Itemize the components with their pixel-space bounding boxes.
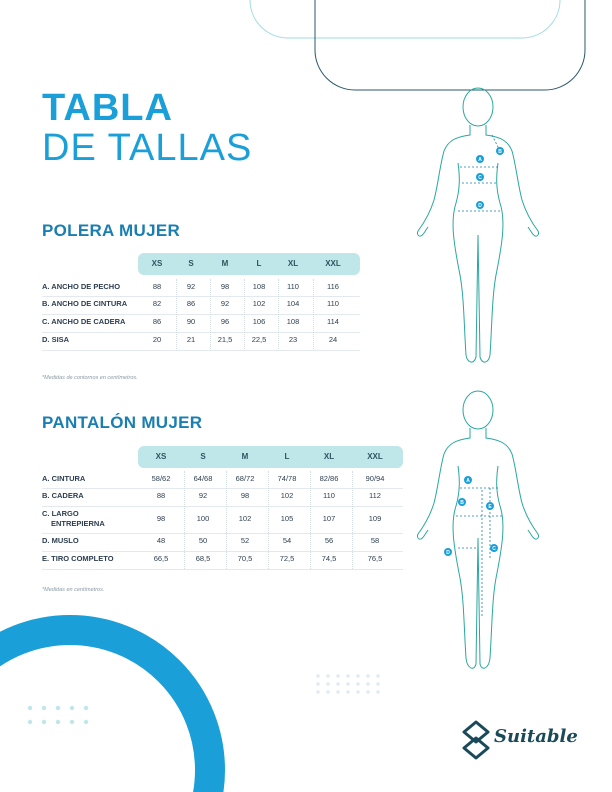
table-cell: 50 (198, 536, 208, 545)
woman-figure-polera (410, 85, 560, 375)
measure-markers (476, 147, 504, 209)
row-label: A. CINTURA (42, 474, 86, 483)
table-cell: 76,5 (367, 554, 383, 563)
table-cell: 108 (286, 317, 300, 326)
size-label: XL (287, 259, 299, 268)
column-divider (210, 279, 211, 349)
pantalon-sizes-header (138, 446, 403, 468)
table-cell: 110 (327, 299, 339, 308)
column-divider (244, 279, 245, 349)
table-row (42, 551, 403, 570)
row-label: B. ANCHO DE CINTURA (42, 299, 128, 308)
size-label: XXL (325, 259, 341, 268)
table-cell: 92 (220, 299, 230, 308)
table-cell: 108 (252, 282, 266, 291)
pantalon-section-title: PANTALÓN MUJER (42, 413, 203, 432)
table-cell: 102 (280, 491, 294, 500)
table-cell: 68/72 (235, 474, 255, 483)
table-cell: 21,5 (217, 335, 233, 344)
column-divider (176, 279, 177, 349)
row-label: C. ANCHO DE CADERA (42, 317, 126, 326)
table-cell: 82 (152, 299, 162, 308)
table-cell: 100 (196, 514, 210, 523)
table-cell: 105 (280, 514, 294, 523)
table-cell: 24 (328, 335, 338, 344)
table-cell: 116 (327, 282, 339, 291)
size-label: S (200, 452, 206, 461)
page-title-light: DE TALLAS (42, 127, 253, 169)
size-label: XS (155, 452, 167, 461)
table-cell: 74,5 (321, 554, 337, 563)
column-divider (278, 279, 279, 349)
table-cell: 48 (156, 536, 166, 545)
table-cell: 98 (240, 491, 250, 500)
table-cell: 106 (252, 317, 266, 326)
row-label: E. TIRO COMPLETO (42, 554, 114, 563)
table-cell: 82/86 (319, 474, 339, 483)
table-cell: 110 (287, 282, 299, 291)
table-cell: 112 (369, 491, 381, 500)
table-cell: 56 (324, 536, 334, 545)
table-row (42, 506, 403, 534)
table-cell: 21 (186, 335, 196, 344)
polera-sizes-header (138, 253, 360, 275)
row-label: C. LARGO (42, 509, 79, 518)
table-cell: 68,5 (195, 554, 211, 563)
table-cell: 92 (198, 491, 208, 500)
table-cell: 114 (327, 317, 339, 326)
brand-name: Suitable (494, 726, 578, 747)
table-cell: 110 (323, 491, 335, 500)
marker-b: B (498, 149, 502, 155)
row-label: D. MUSLO (42, 536, 79, 545)
size-label: XXL (367, 452, 383, 461)
table-row (42, 533, 403, 552)
marker-a: A (466, 478, 470, 484)
column-divider (184, 471, 185, 569)
pantalon-note: *Medidas en centímetros. (42, 587, 105, 593)
table-cell: 96 (220, 317, 230, 326)
table-cell: 74/78 (277, 474, 297, 483)
table-cell: 66,5 (153, 554, 169, 563)
column-divider (226, 471, 227, 569)
page-title-bold: TABLA (42, 87, 173, 129)
row-label: B. CADERA (42, 491, 84, 500)
marker-c: C (492, 546, 496, 552)
polera-note: *Medidas de contornos en centímetros. (42, 375, 138, 381)
table-cell: 64/68 (193, 474, 213, 483)
size-label: S (188, 259, 194, 268)
table-cell: 54 (282, 536, 292, 545)
table-cell: 98 (156, 514, 166, 523)
marker-a: A (478, 157, 482, 163)
table-cell: 72,5 (279, 554, 295, 563)
table-cell: 92 (186, 282, 196, 291)
table-cell: 58/62 (151, 474, 171, 483)
column-divider (313, 279, 314, 349)
table-cell: 88 (156, 491, 166, 500)
size-label: M (241, 452, 249, 461)
marker-d: D (478, 203, 482, 209)
row-label: D. SISA (42, 335, 70, 344)
column-divider (268, 471, 269, 569)
table-cell: 58 (370, 536, 380, 545)
marker-c: C (478, 175, 482, 181)
table-cell: 52 (240, 536, 250, 545)
table-cell: 90/94 (365, 474, 385, 483)
column-divider (352, 471, 353, 569)
size-label: XS (151, 259, 163, 268)
size-label: M (221, 259, 229, 268)
table-cell: 102 (252, 299, 266, 308)
polera-section-title: POLERA MUJER (42, 221, 181, 240)
table-cell: 86 (186, 299, 196, 308)
table-cell: 104 (286, 299, 300, 308)
table-cell: 88 (152, 282, 162, 291)
table-cell: 70,5 (237, 554, 253, 563)
table-cell: 22,5 (251, 335, 267, 344)
table-cell: 107 (322, 514, 336, 523)
table-cell: 86 (152, 317, 162, 326)
size-label: L (284, 452, 290, 461)
marker-d: D (446, 550, 450, 556)
table-cell: 23 (288, 335, 298, 344)
table-cell: 98 (220, 282, 230, 291)
size-label: XL (323, 452, 335, 461)
table-cell: 20 (152, 335, 162, 344)
table-cell: 102 (238, 514, 252, 523)
marker-b: B (460, 500, 464, 506)
marker-e: E (488, 504, 492, 510)
table-row (42, 471, 403, 489)
row-label: A. ANCHO DE PECHO (42, 282, 121, 291)
column-divider (310, 471, 311, 569)
row-label: ENTREPIERNA (51, 519, 105, 528)
size-label: L (256, 259, 262, 268)
table-row (42, 488, 403, 507)
table-cell: 90 (186, 317, 196, 326)
table-cell: 109 (368, 514, 382, 523)
